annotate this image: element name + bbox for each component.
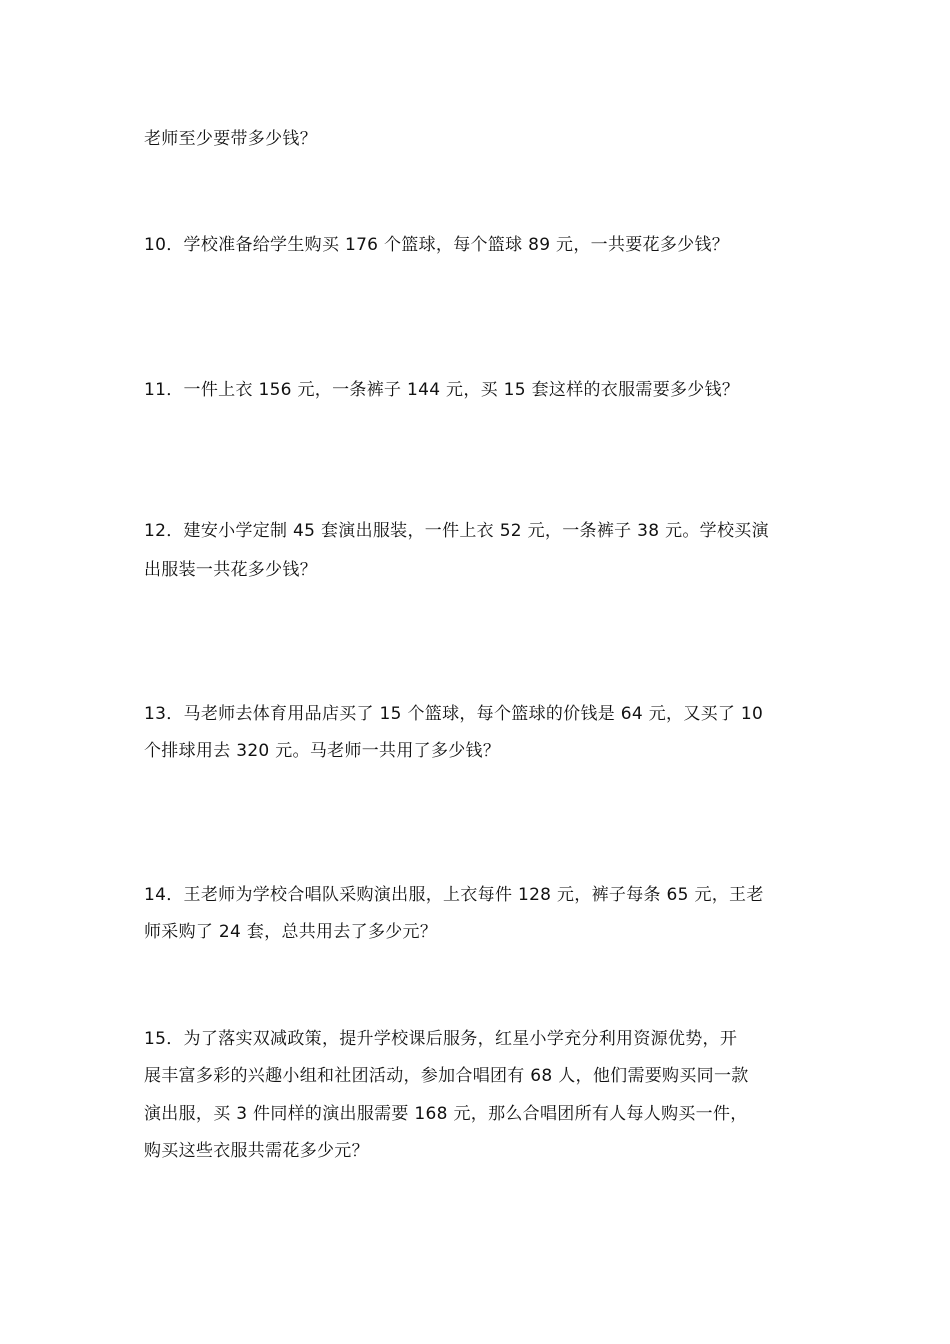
problem-15-line-1 bbox=[144, 1028, 814, 1050]
problem-15-text: 为了落实双减政策，提升学校课后服务，红星小学充分利用资源优势，开 bbox=[183, 1029, 738, 1049]
problem-15-line-2: 展丰富多彩的兴趣小组和社团活动，参加合唱团有 68 人，他们需要购买同一款 bbox=[144, 1066, 749, 1086]
problem-14-line-1 bbox=[144, 884, 814, 906]
problem-11-text: 一件上衣 156 元，一条裤子 144 元，买 15 套这样的衣服需要多少钱？ bbox=[183, 380, 740, 400]
problem-11-line-1 bbox=[144, 379, 814, 401]
problem-11-number: 11． bbox=[144, 380, 184, 400]
problem-10-number: 10． bbox=[144, 235, 184, 255]
problem-14-number: 14． bbox=[144, 885, 184, 905]
problem-15-number: 15． bbox=[144, 1029, 184, 1049]
problem-13-number: 13． bbox=[144, 704, 184, 724]
problem-12-line-1 bbox=[144, 520, 814, 542]
problem-13-line-2: 个排球用去 320 元。马老师一共用了多少钱？ bbox=[144, 741, 501, 761]
problem-10-text: 学校准备给学生购买 176 个篮球，每个篮球 89 元，一共要花多少钱？ bbox=[183, 235, 730, 255]
problem-12-line-2: 出服装一共花多少钱？ bbox=[144, 560, 317, 580]
problem-15-line-4: 购买这些衣服共需花多少元？ bbox=[144, 1141, 369, 1161]
problem-15-line-3: 演出服，买 3 件同样的演出服需要 168 元，那么合唱团所有人每人购买一件， bbox=[144, 1104, 748, 1124]
problem-12-number: 12． bbox=[144, 521, 184, 541]
problem-12-text: 建安小学定制 45 套演出服装，一件上衣 52 元，一条裤子 38 元。学校买演 bbox=[183, 521, 769, 541]
problem-10-line-1 bbox=[144, 234, 814, 256]
problem-9-continuation: 老师至少要带多少钱？ bbox=[144, 129, 317, 149]
problem-13-text: 马老师去体育用品店买了 15 个篮球，每个篮球的价钱是 64 元，又买了 10 bbox=[183, 704, 764, 724]
problem-13-line-1 bbox=[144, 703, 814, 725]
problem-14-text: 王老师为学校合唱队采购演出服，上衣每件 128 元，裤子每条 65 元，王老 bbox=[183, 885, 764, 905]
problem-14-line-2: 师采购了 24 套，总共用去了多少元？ bbox=[144, 922, 438, 942]
